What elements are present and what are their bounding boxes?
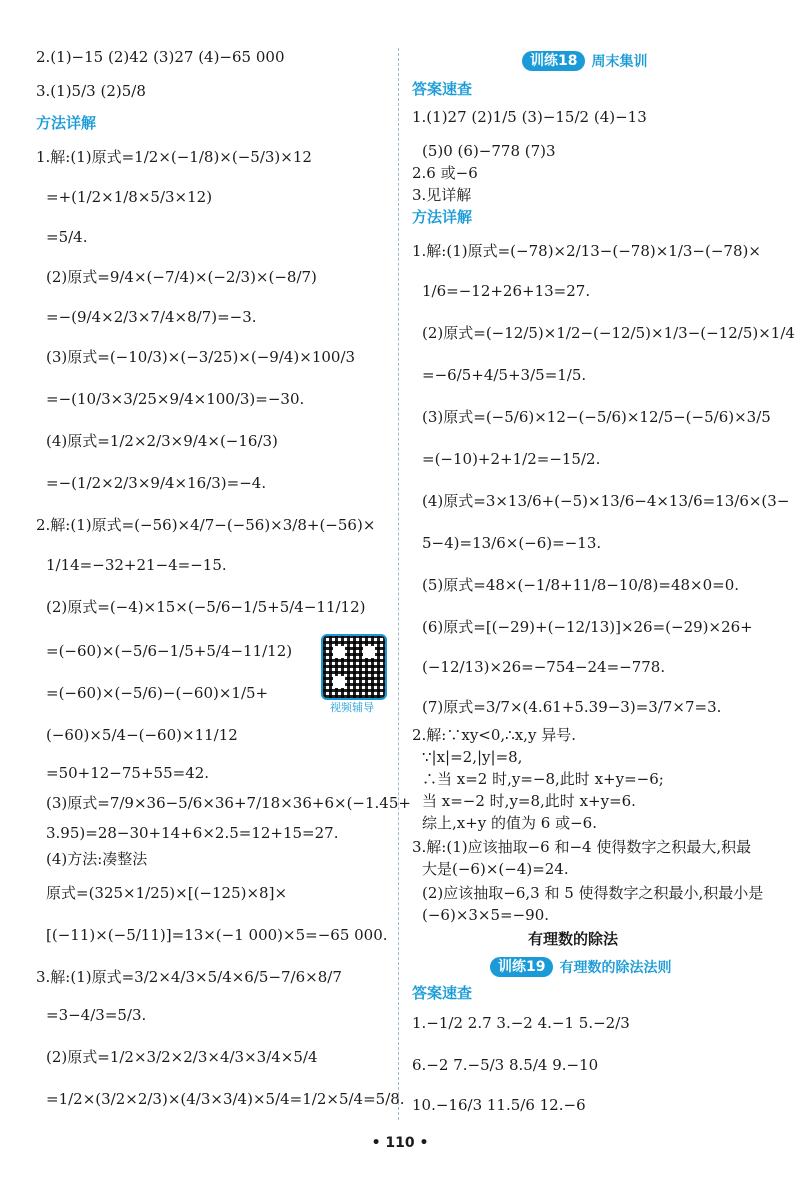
solution-line: 5−4)=13/6×(−6)=−13. (422, 534, 602, 552)
answer-line: 2.6 或−6 (412, 164, 478, 182)
solution-line: 3.解:(1)应该抽取−6 和−4 使得数字之积最大,积最 (412, 838, 752, 856)
solution-line: =−6/5+4/5+3/5=1/5. (422, 366, 587, 384)
page-number: • 110 • (371, 1135, 429, 1151)
solution-line: ∴当 x=2 时,y=−8,此时 x+y=−6; (422, 770, 664, 788)
solution-line: 2.解:(1)原式=(−56)×4/7−(−56)×3/8+(−56)× (36, 516, 376, 534)
solution-line: 综上,x+y 的值为 6 或−6. (422, 814, 597, 832)
solution-line: (−6)×3×5=−90. (422, 906, 550, 924)
solution-line: (−60)×5/4−(−60)×11/12 (46, 726, 238, 744)
solution-line: (2)原式=9/4×(−7/4)×(−2/3)×(−8/7) (46, 268, 317, 286)
solution-line: =−(9/4×2/3×7/4×8/7)=−3. (46, 308, 257, 326)
training-banner-18 (522, 50, 647, 72)
answer-line: 10.−16/3 11.5/6 12.−6 (412, 1096, 586, 1114)
solution-line: (3)原式=(−10/3)×(−3/25)×(−9/4)×100/3 (46, 348, 356, 366)
solution-line: =−(1/2×2/3×9/4×16/3)=−4. (46, 474, 267, 492)
column-divider (398, 48, 399, 1120)
solution-line: (2)应该抽取−6,3 和 5 使得数字之积最小,积最小是 (422, 884, 764, 902)
banner-title: 周末集训 (591, 54, 648, 70)
banner-tag: 训练18 (522, 51, 585, 71)
solution-line: (3)原式=7/9×36−5/6×36+7/18×36+6×(−1.45+ (46, 794, 411, 812)
section-title: 答案速查 (412, 80, 473, 98)
solution-line: =−(10/3×3/25×9/4×100/3)=−30. (46, 390, 305, 408)
answer-line: 3.见详解 (412, 186, 472, 204)
solution-line: 1.解:(1)原式=(−78)×2/13−(−78)×1/3−(−78)× (412, 242, 761, 260)
answer-line: 1.−1/2 2.7 3.−2 4.−1 5.−2/3 (412, 1014, 630, 1032)
solution-line: (4)原式=1/2×2/3×9/4×(−16/3) (46, 432, 278, 450)
solution-line: (4)方法:凑整法 (46, 850, 148, 868)
solution-line: (5)原式=48×(−1/8+11/8−10/8)=48×0=0. (422, 576, 740, 594)
solution-line: (6)原式=[(−29)+(−12/13)]×26=(−29)×26+ (422, 618, 753, 636)
solution-line: =5/4. (46, 228, 88, 246)
solution-line: 大是(−6)×(−4)=24. (422, 860, 569, 878)
solution-line: 2.解:∵xy<0,∴x,y 异号. (412, 726, 576, 744)
solution-line: =50+12−75+55=42. (46, 764, 210, 782)
answer-line: 3.(1)5/3 (2)5/8 (36, 82, 146, 100)
answer-line: (5)0 (6)−778 (7)3 (422, 142, 556, 160)
training-banner-19 (490, 956, 671, 978)
solution-line: ∵|x|=2,|y|=8, (422, 748, 523, 766)
solution-line: =(−10)+2+1/2=−15/2. (422, 450, 601, 468)
solution-line: (2)原式=(−12/5)×1/2−(−12/5)×1/3−(−12/5)×1/4 (422, 324, 795, 342)
solution-line: (3)原式=(−5/6)×12−(−5/6)×12/5−(−5/6)×3/5 (422, 408, 771, 426)
solution-line: 3.95)=28−30+14+6×2.5=12+15=27. (46, 824, 339, 842)
section-title: 方法详解 (412, 208, 473, 226)
solution-line: (7)原式=3/7×(4.61+5.39−3)=3/7×7=3. (422, 698, 722, 716)
banner-title: 有理数的除法法则 (559, 960, 672, 976)
solution-line: =3−4/3=5/3. (46, 1006, 147, 1024)
solution-line: =(−60)×(−5/6−1/5+5/4−11/12) (46, 642, 293, 660)
section-title: 答案速查 (412, 984, 473, 1002)
solution-line: 当 x=−2 时,y=8,此时 x+y=6. (422, 792, 636, 810)
banner-tag: 训练19 (490, 957, 553, 977)
solution-line: =+(1/2×1/8×5/3×12) (46, 188, 213, 206)
qr-code-icon[interactable] (321, 634, 387, 700)
solution-line: (−12/13)×26=−754−24=−778. (422, 658, 666, 676)
solution-line: (4)原式=3×13/6+(−5)×13/6−4×13/6=13/6×(3− (422, 492, 790, 510)
solution-line: 原式=(325×1/25)×[(−125)×8]× (46, 884, 288, 902)
chapter-title: 有理数的除法 (528, 930, 619, 948)
answer-line: 2.(1)−15 (2)42 (3)27 (4)−65 000 (36, 48, 285, 66)
solution-line: 1/14=−32+21−4=−15. (46, 556, 227, 574)
qr-label: 视频辅导 (330, 701, 374, 714)
solution-line: 1/6=−12+26+13=27. (422, 282, 591, 300)
solution-line: 3.解:(1)原式=3/2×4/3×5/4×6/5−7/6×8/7 (36, 968, 342, 986)
answer-line: 6.−2 7.−5/3 8.5/4 9.−10 (412, 1056, 599, 1074)
answer-line: 1.(1)27 (2)1/5 (3)−15/2 (4)−13 (412, 108, 647, 126)
solution-line: =(−60)×(−5/6)−(−60)×1/5+ (46, 684, 269, 702)
solution-line: (2)原式=1/2×3/2×2/3×4/3×3/4×5/4 (46, 1048, 318, 1066)
solution-line: [(−11)×(−5/11)]=13×(−1 000)×5=−65 000. (46, 926, 388, 944)
solution-line: (2)原式=(−4)×15×(−5/6−1/5+5/4−11/12) (46, 598, 366, 616)
solution-line: 1.解:(1)原式=1/2×(−1/8)×(−5/3)×12 (36, 148, 312, 166)
solution-line: =1/2×(3/2×2/3)×(4/3×3/4)×5/4=1/2×5/4=5/8. (46, 1090, 405, 1108)
section-title: 方法详解 (36, 114, 97, 132)
